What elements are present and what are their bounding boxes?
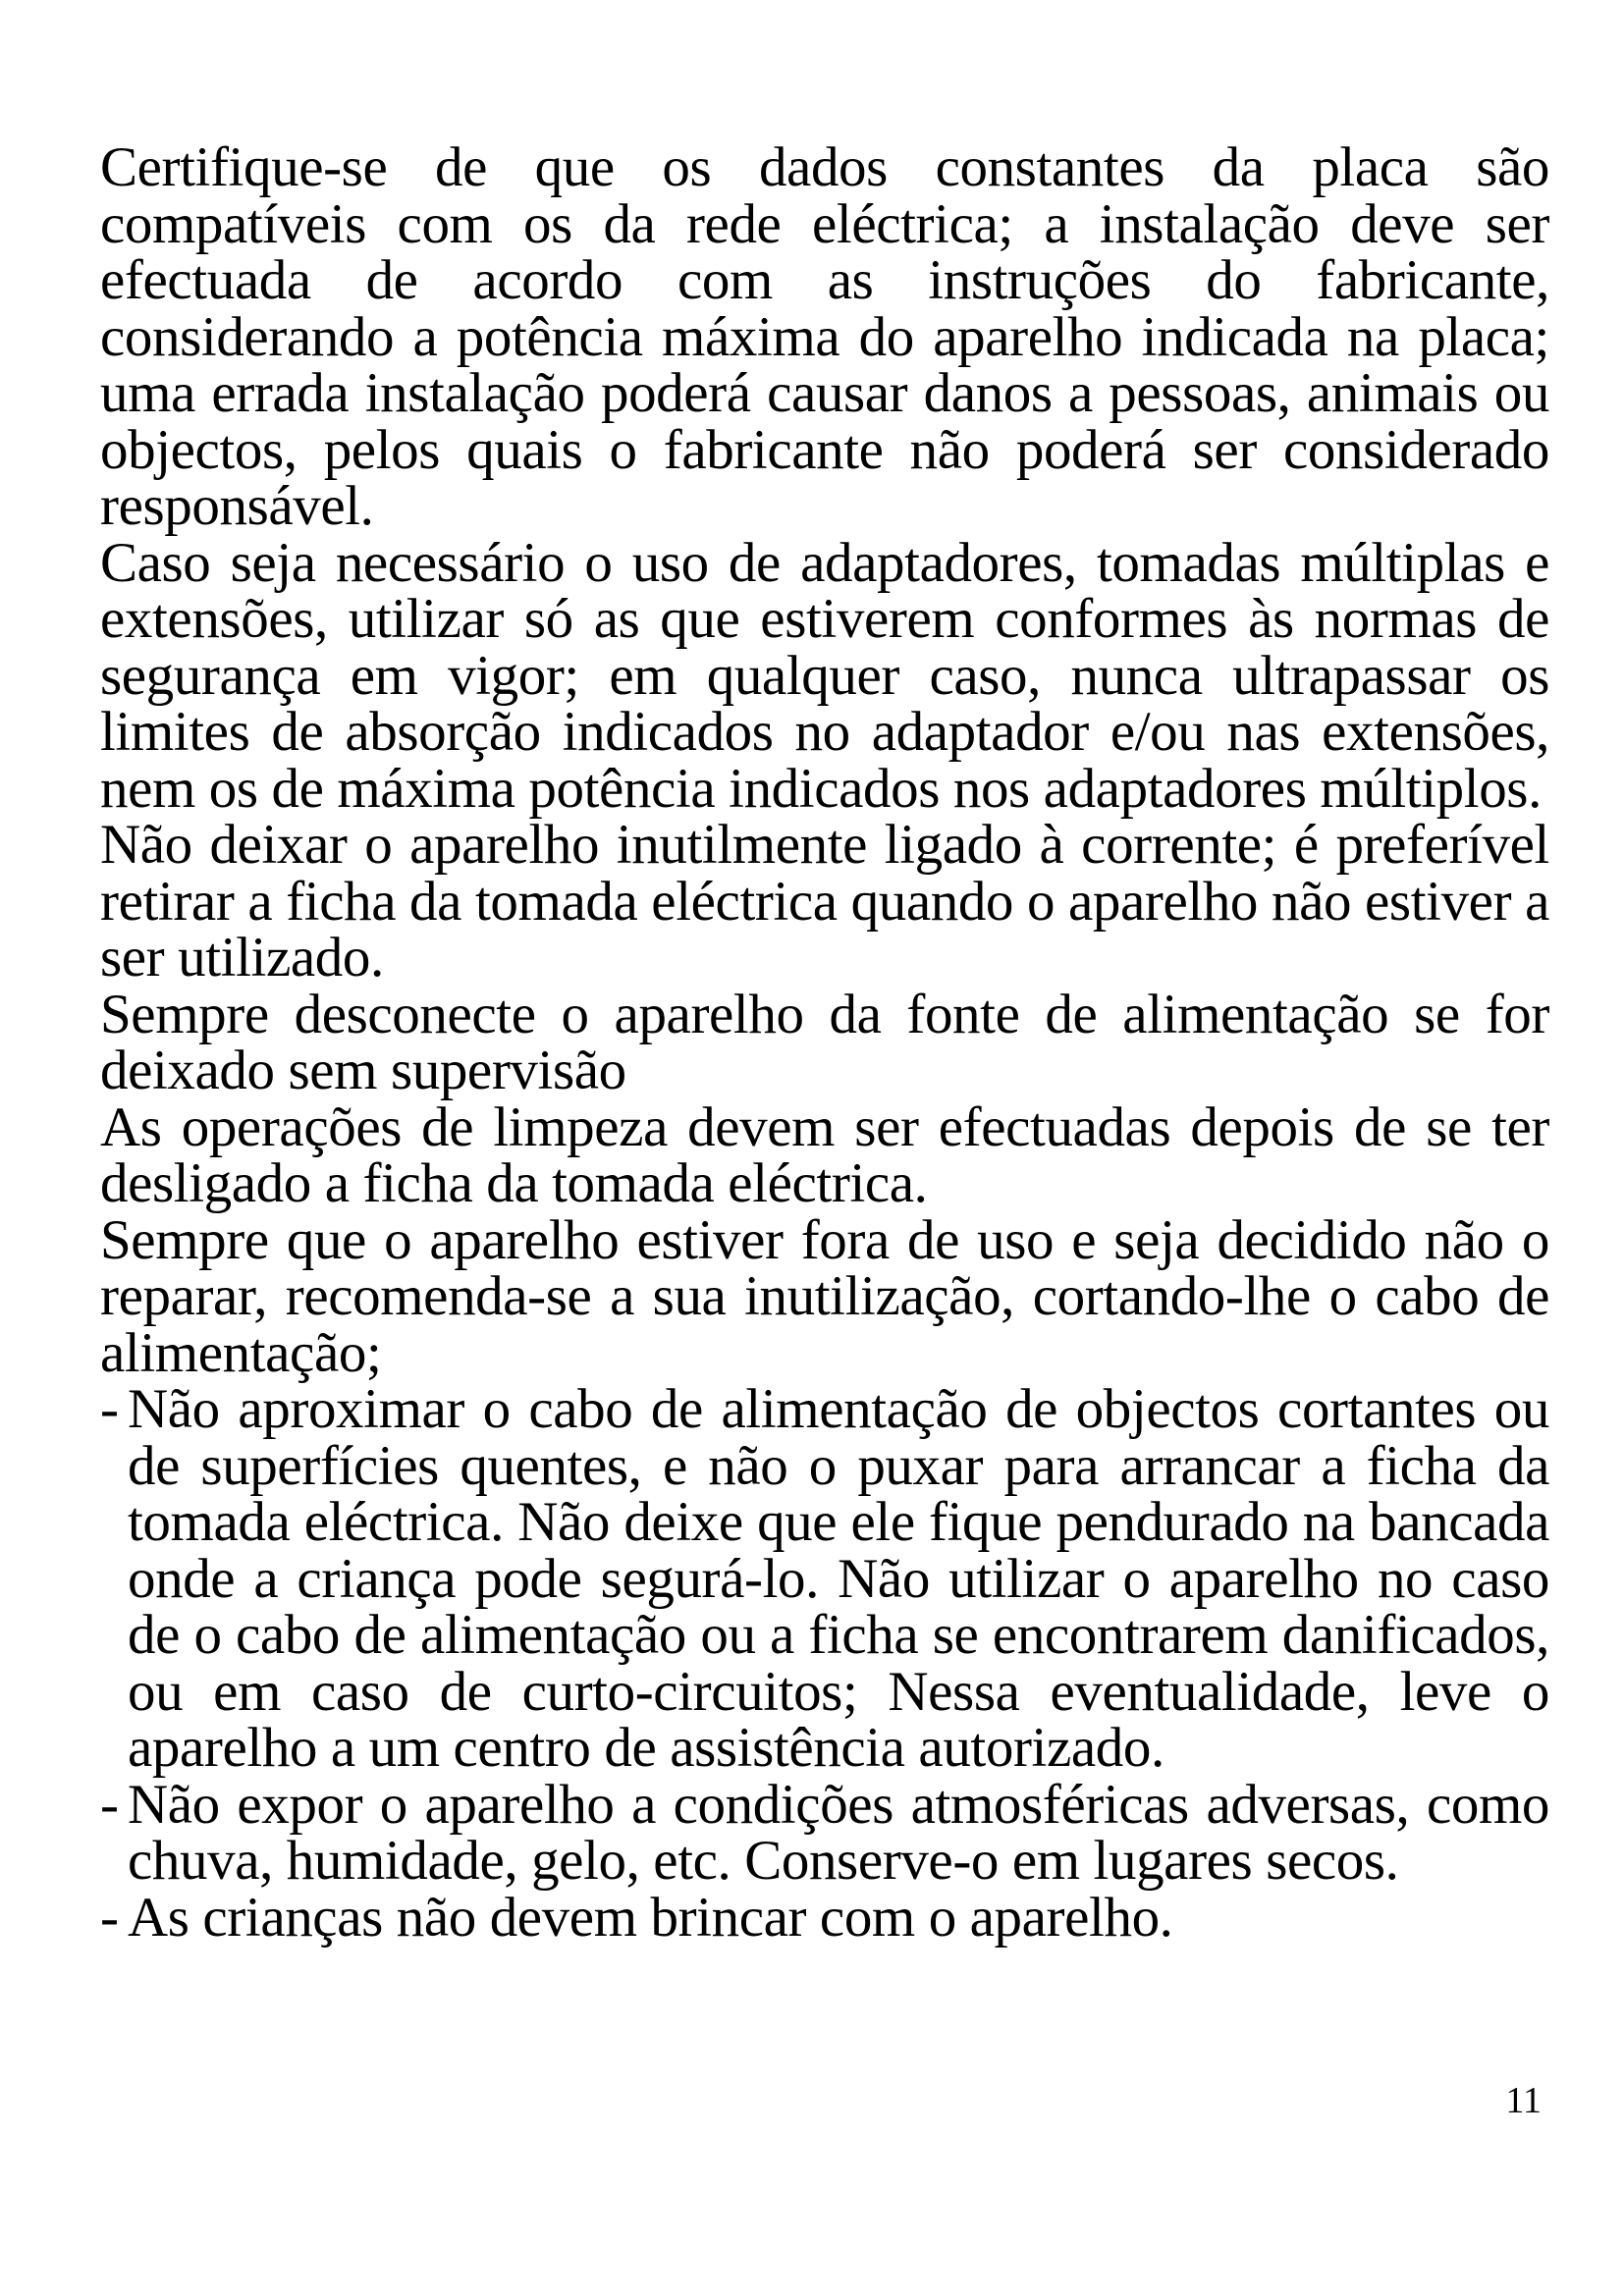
list-item — [100, 1886, 1549, 1949]
paragraph-cleaning: As operações de limpeza devem ser efectuadas depois de se ter desligado a ficha da tomada eléctrica. — [100, 1095, 1549, 1214]
bullet-power-cable: Não aproximar o cabo de alimentação de objectos cortantes ou de superfícies quentes, e não o puxar para arrancar a ficha da tomada eléctrica. Não deixe que ele fique pendurado na bancada onde a criança pode segurá-lo. Não utilizar o aparelho no caso de o cabo de alimentação ou a ficha se encontrarem danificados, ou em caso de curto-circuitos; Nessa eventualidade, leve o aparelho a um centro de assistência autorizado. — [128, 1378, 1549, 1779]
bullet-children: As crianças não devem brincar com o aparelho. — [128, 1886, 1173, 1949]
paragraph-disposal: Sempre que o aparelho estiver fora de uso e seja decidido não o reparar, recomenda-se a sua inutilização, cortando-lhe o cabo de alimentação; — [100, 1208, 1549, 1384]
page-number: 11 — [1505, 2080, 1542, 2121]
paragraph-supervision: Sempre desconecte o aparelho da fonte de alimentação se for deixado sem supervisão — [100, 983, 1549, 1101]
list-item — [100, 1773, 1549, 1892]
bullet-weather: Não expor o aparelho a condições atmosféricas adversas, como chuva, humidade, gelo, etc. Conserve-o em lugares secos. — [128, 1773, 1549, 1892]
bullet-dash: - — [100, 1773, 119, 1836]
bullet-dash: - — [100, 1378, 119, 1440]
list-item — [100, 1378, 1549, 1779]
page-content — [100, 136, 1549, 1949]
paragraph-adapters: Caso seja necessário o uso de adaptadores, tomadas múltiplas e extensões, utilizar só as que estiverem conformes às normas de segurança em vigor; em qualquer caso, nunca ultrapassar os limites de absorção indicados no adaptador e/ou nas extensões, nem os de máxima potência indicados nos adaptadores múltiplos. — [100, 531, 1549, 820]
bullet-dash: - — [100, 1886, 119, 1949]
paragraph-unplug: Não deixar o aparelho inutilmente ligado à corrente; é preferível retirar a ficha da tomada eléctrica quando o aparelho não estiver a ser utilizado. — [100, 814, 1549, 988]
paragraph-plate-data: Certifique-se de que os dados constantes da placa são compatíveis com os da rede eléctrica; a instalação deve ser efectuada de acordo com as instruções do fabricante, considerando a potência máxima do aparelho indicada na placa; uma errada instalação poderá causar danos a pessoas, animais ou objectos, pelos quais o fabricante não poderá ser considerado responsável. — [100, 136, 1549, 537]
